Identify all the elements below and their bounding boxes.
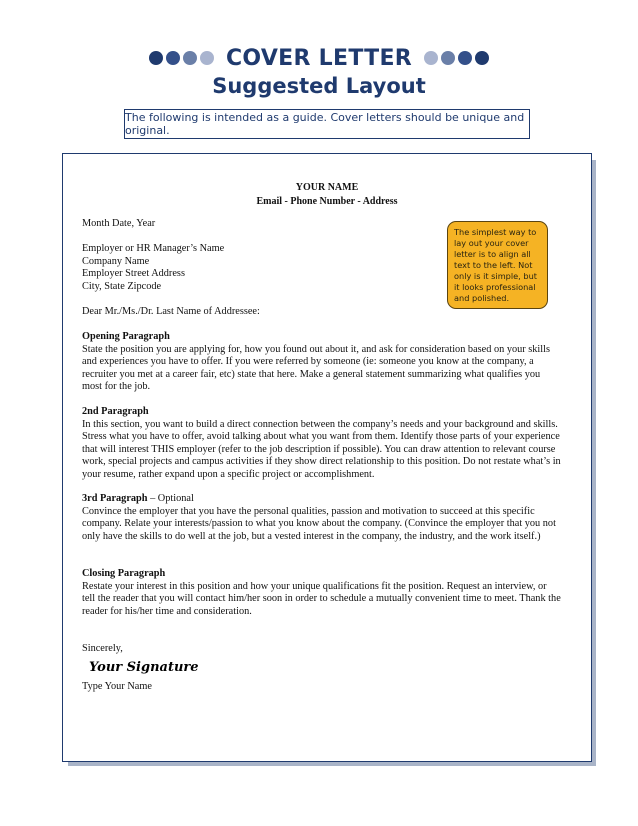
page-subtitle: Suggested Layout xyxy=(212,74,426,98)
closing xyxy=(82,643,562,656)
dot-right-2 xyxy=(441,51,455,65)
typed-name-text: Type Your Name xyxy=(82,681,152,692)
paragraph-text: In this section, you want to build a direct connection between the company’s needs and your background and skills. Stress what you have to offer, avoid talking about what you want from them. Identify those parts of your experience that will interest THIS employer (refer to the job description if possible). You can draw attention to relevant course work, special projects and campus activities if they show direct relationship to this position. Do not restate what’s in your resume, rather expand upon a specific project or accomplishment. xyxy=(82,418,561,480)
paragraph-opening xyxy=(82,331,562,394)
page-title: COVER LETTER xyxy=(225,45,413,71)
letter-header xyxy=(63,181,591,209)
tip-callout xyxy=(447,221,548,309)
salutation-text: Dear Mr./Ms./Dr. Last Name of Addressee: xyxy=(82,306,260,317)
closing-text: Sincerely, xyxy=(82,643,123,654)
date-text: Month Date, Year xyxy=(82,218,156,229)
dot-right-1 xyxy=(424,51,438,65)
contact-line: Email - Phone Number - Address xyxy=(256,196,398,207)
tip-callout-text: The simplest way to lay out your cover letter is to align all text to the left. Not only is it simple, but it looks professional and polished. xyxy=(454,227,537,303)
paragraph-text: Convince the employer that you have the personal qualities, passion and motivation to succeed at this specific company. Relate your interests/passion to what you know about the company. (Convince the employer that you not only have the skills to do well at the job, but a vested interest in the company, the industry, and the work itself.) xyxy=(82,505,556,542)
recipient-line: Employer or HR Manager’s Name xyxy=(82,243,225,254)
paragraph-note: – Optional xyxy=(147,493,194,504)
dot-left-2 xyxy=(166,51,180,65)
recipient-line: Employer Street Address xyxy=(82,268,185,280)
paragraph-text: Restate your interest in this position and how your unique qualifications fit the position. Request an interview, or tell the reader that you will contact him/her soon in order to schedule a mutually convenient time to meet. Thank the reader for his/her time and consideration. xyxy=(82,580,561,617)
paragraph-third xyxy=(82,493,562,543)
dot-left-1 xyxy=(149,51,163,65)
recipient-line: Company Name xyxy=(82,255,150,267)
your-name: YOUR NAME xyxy=(295,182,359,193)
paragraph-second xyxy=(82,406,562,482)
paragraph-heading: Opening Paragraph xyxy=(82,331,170,342)
paragraph-text: State the position you are applying for, how you found out about it, and ask for consideration based on your skills and experiences you have to offer. If you were referred by someone (ie: someone you know at the company, a recruiter you met at a career fair, etc) state that here. Make a general statement summarizing what qualifies you most for the job. xyxy=(82,343,551,393)
paragraph-closing xyxy=(82,568,562,618)
paragraph-heading: 2nd Paragraph xyxy=(82,406,149,417)
letter-sheet xyxy=(62,153,592,762)
right-dots-decoration xyxy=(424,51,489,65)
dot-left-3 xyxy=(183,51,197,65)
dot-left-4 xyxy=(200,51,214,65)
guide-note-box xyxy=(124,109,530,139)
typed-name xyxy=(82,681,562,694)
recipient-line: City, State Zipcode xyxy=(82,280,162,292)
signature: Your Signature xyxy=(89,660,199,675)
paragraph-heading: Closing Paragraph xyxy=(82,568,166,579)
dot-right-4 xyxy=(475,51,489,65)
paragraph-heading: 3rd Paragraph xyxy=(82,493,148,504)
dot-right-3 xyxy=(458,51,472,65)
left-dots-decoration xyxy=(149,51,214,65)
header-row xyxy=(0,42,638,74)
guide-note-text: The following is intended as a guide. Cover letters should be unique and original. xyxy=(125,111,525,137)
